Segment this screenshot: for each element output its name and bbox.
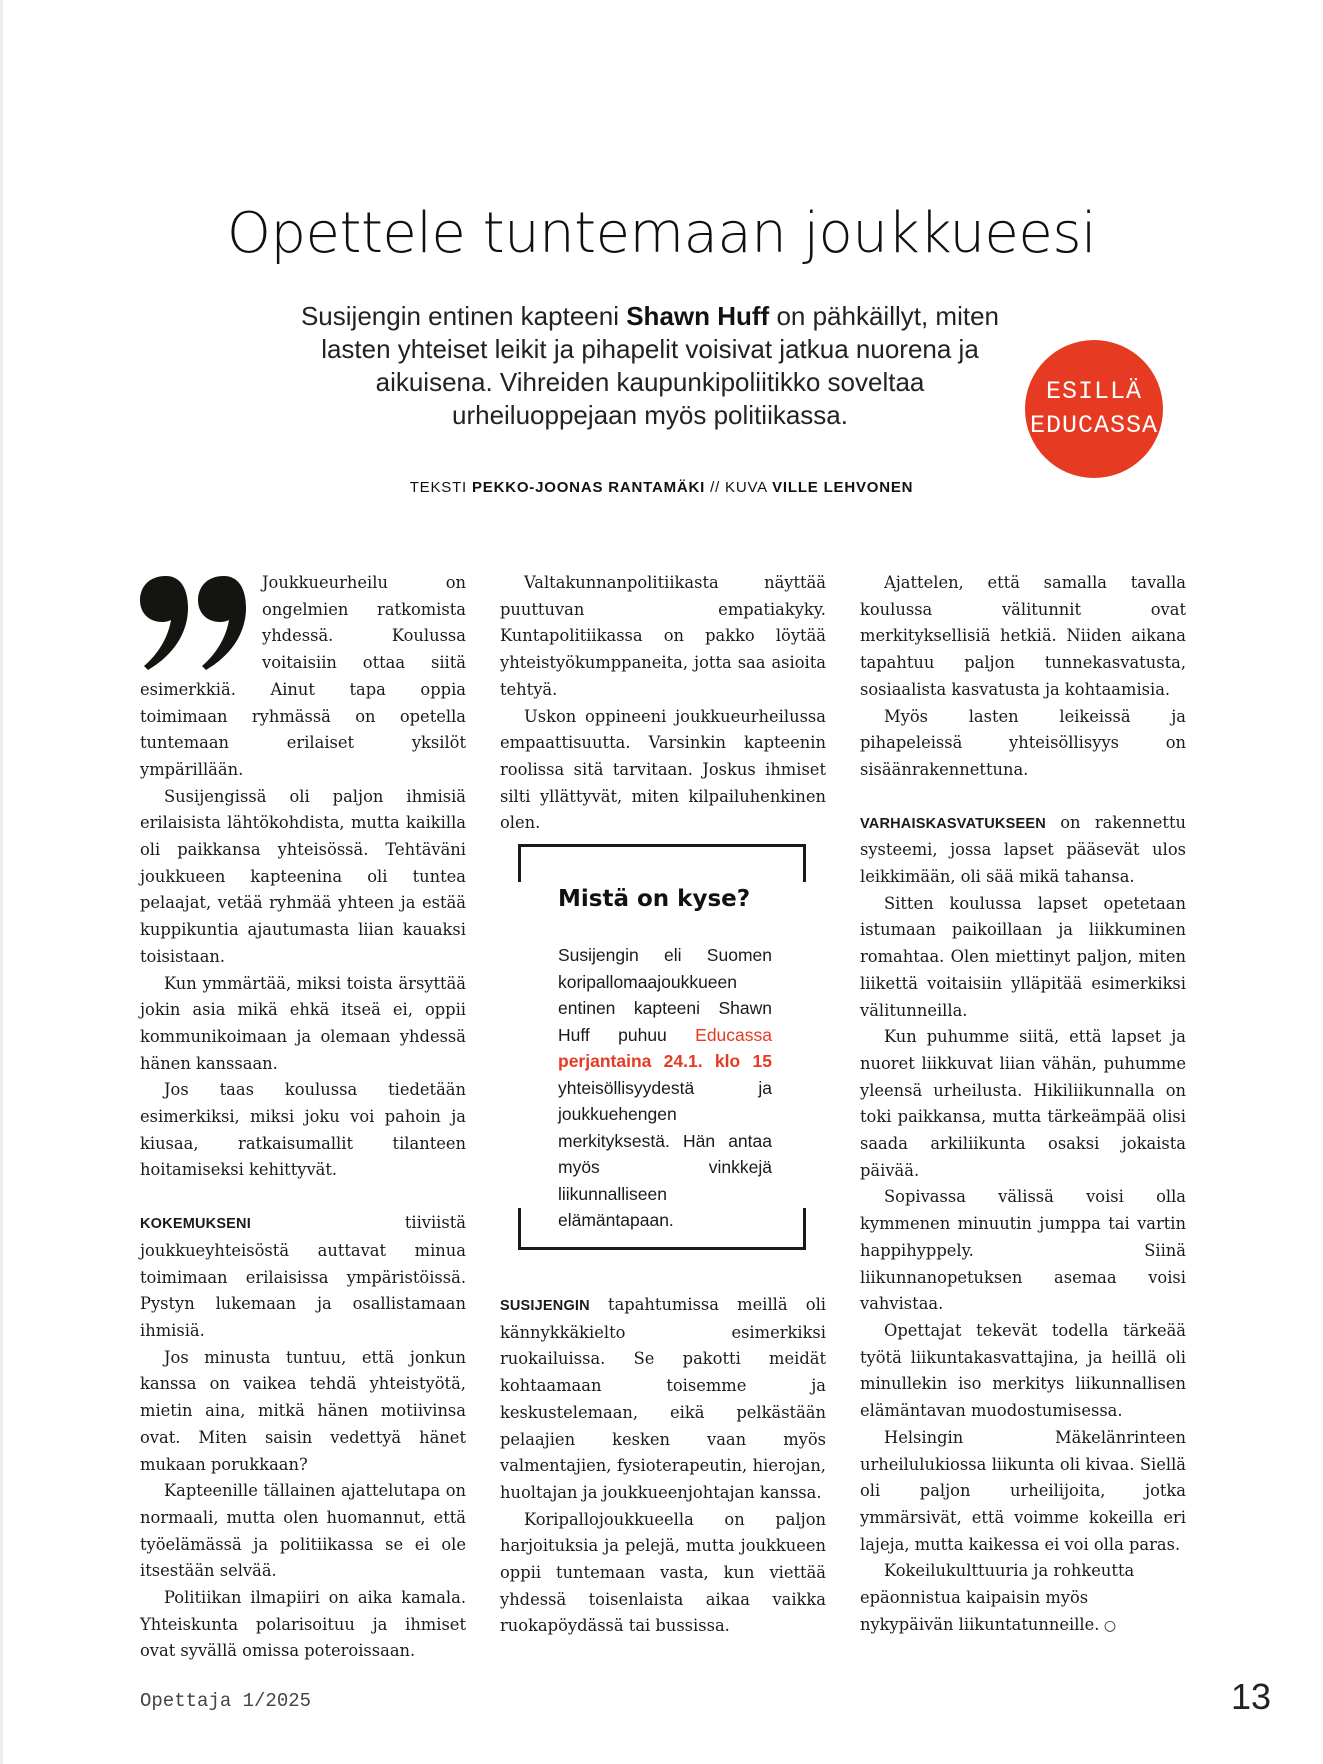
fact-box-text-1: Susijengin eli Suomen koripallomaajoukkueen entinen kapteeni Shawn Huff puhuu: [558, 945, 772, 1045]
byline-author: PEKKO-JOONAS RANTAMÄKI: [471, 479, 706, 496]
fact-box-bottom-border: [518, 1208, 806, 1250]
fact-box-body: [558, 942, 772, 1234]
paragraph: Kun puhumme siitä, että lapset ja nuoret liikkuvat liian vähän, puhumme yleensä urheilusta. Hikiliikunnalla on toki paikkansa, mutta tärkeämpää olisi saada arkiliikunta osaksi jokaista päivää.: [860, 1027, 1186, 1180]
paragraph: Ajattelen, että samalla tavalla koulussa välitunnit ovat merkityksellisiä hetkiä. Niiden aikana tapahtuu paljon tunnekasvatusta, sosiaalista kasvatusta ja kohtaamisia.: [860, 573, 1186, 699]
section-lead-in: VARHAISKASVATUKSEEN: [860, 815, 1046, 832]
page-edge: [0, 0, 3, 1764]
byline-text-label: TEKSTI: [409, 479, 472, 496]
paragraph: [500, 1292, 826, 1507]
byline-photographer: VILLE LEHVONEN: [772, 479, 914, 496]
paragraph-text: on rakennettu systeemi, jossa lapset pääsevät ulos leikkimään, oli sää mikä tahansa.: [860, 812, 1186, 887]
fact-box-title: Mistä on kyse?: [558, 886, 751, 912]
event-time: perjantaina 24.1. klo 15: [558, 1051, 772, 1071]
article-column-2-continued: [500, 1292, 826, 1640]
paragraph: Jos minusta tuntuu, että jonkun kanssa on vaikea tehdä yhteistyötä, mietin aina, mitkä hänen motiivinsa ovat. Miten saisin vedettyä hänet mukaan porukkaan?: [140, 1347, 466, 1474]
lead-name: Shawn Huff: [626, 301, 770, 331]
paragraph-text: tapahtumissa meillä oli kännykkäkielto esimerkiksi ruokailuissa. Se pakotti meidät kohtaamaan toisemme ja keskustelemaan, eikä pelkästään pelaajien kesken vaan myös valmentajien, fysioterapeutin, hierojan, huoltajan ja joukkueenjohtajan kanssa.: [500, 1295, 826, 1502]
article-title: Opettele tuntemaan joukkueesi: [226, 201, 1097, 266]
badge-line-2: EDUCASSA: [1029, 411, 1159, 440]
closing-quote-icon: [136, 572, 250, 672]
paragraph: Kun ymmärtää, miksi toista ärsyttää jokin asia mikä ehkä itseä ei, oppii kommunikoimaan ja olemaan yhdessä hänen kanssaan.: [140, 973, 466, 1073]
paragraph-text: Kokeilukulttuuria ja rohkeutta epäonnistua kaipaisin myös nykypäivän liikuntatunneille.: [860, 1561, 1135, 1634]
paragraph-text: tiiviistä joukkueyhteisöstä auttavat minua toimimaan erilaisissa ympäristöissä. Pystyn lukemaan ja osallistamaan ihmisiä.: [140, 1213, 466, 1340]
section-lead-in: KOKEMUKSENI: [140, 1216, 251, 1233]
byline: [0, 479, 1323, 496]
fact-box-text-2: yhteisöllisyydestä ja joukkuehengen merkityksestä. Hän antaa myös vinkkejä liikunnalliseen elämäntapaan.: [558, 1077, 772, 1230]
section-lead-in: SUSIJENGIN: [500, 1298, 590, 1314]
paragraph: Jos taas koulussa tiedetään esimerkiksi, miksi joku voi pahoin ja kiusaa, ratkaisumallit tilanteen hoitamiseksi kehittyvät.: [140, 1080, 466, 1180]
article-column-3: [860, 570, 1186, 1639]
paragraph: Joukkueurheilu on ongelmien ratkomista yhdessä. Koulussa voitaisiin ottaa siitä esimerkkiä. Ainut tapa oppia toimimaan ryhmässä on opetella tuntemaan erilaiset yksilöt ympärillään.: [140, 573, 466, 779]
paragraph: Politiikan ilmapiiri on aika kamala. Yhteiskunta polarisoituu ja ihmiset ovat syvällä omissa poteroissaan.: [140, 1588, 466, 1661]
byline-separator: //: [705, 479, 726, 496]
article-column-2: [500, 570, 826, 837]
paragraph: Kapteenille tällainen ajattelutapa on normaali, mutta olen huomannut, että työelämässä ja politiikassa se ei ole itsestään selvää.: [140, 1481, 466, 1581]
article-lead: [300, 300, 1000, 432]
end-mark-icon: ○: [1099, 1617, 1117, 1634]
paragraph: [860, 810, 1186, 891]
badge-line-1: ESILLÄ: [1045, 377, 1142, 406]
event-place: Educassa: [695, 1024, 772, 1045]
byline-photo-label: KUVA: [725, 479, 773, 496]
paragraph: Koripallojoukkueella on paljon harjoituksia ja pelejä, mutta joukkueen oppii tuntemaan vasta, kun viettää yhdessä toisenlaista aikaa vaikka ruokapöydässä tai bussissa.: [500, 1509, 826, 1636]
fact-box-top-border: [518, 844, 806, 882]
paragraph: Sitten koulussa lapset opetetaan istumaan paikoillaan ja liikkuminen romahtaa. Olen miettinyt paljon, miten liikettä voitaisiin ylläpitää esimerkiksi välitunneilla.: [860, 893, 1186, 1020]
lead-text-1: Susijengin entinen kapteeni: [300, 301, 627, 331]
paragraph: Myös lasten leikeissä ja pihapeleissä yhteisöllisyys on sisäänrakennettuna.: [860, 706, 1186, 779]
fact-box: [518, 844, 806, 1250]
paragraph: [140, 1210, 466, 1345]
lead-text-2: on pähkäillyt, miten lasten yhteiset leikit ja pihapelit voisivat jatkua nuorena ja aikuisena. Vihreiden kaupunkipoliitikko soveltaa urheiluoppejaan myös politiikassa.: [321, 301, 1000, 430]
page-number: 13: [1230, 1676, 1271, 1717]
paragraph: Helsingin Mäkelänrinteen urheilulukiossa liikunta oli kivaa. Siellä oli paljon urheilijoita, jotka ymmärsivät, että voimme kokeilla eri lajeja, mutta kaikessa ei voi olla paras.: [860, 1427, 1186, 1554]
paragraph: Sopivassa välissä voisi olla kymmenen minuutin jumppa tai vartin happihyppely. Siinä liikunnanopetuksen asemaa voisi vahvistaa.: [860, 1187, 1186, 1314]
paragraph: [860, 1558, 1186, 1639]
paragraph: Susijengissä oli paljon ihmisiä erilaisista lähtökohdista, mutta kaikilla oli paikkansa yhteisössä. Tehtäväni joukkueen kapteenina oli tuntea pelaajat, vetää ryhmää yhteen ja estää kuppikuntia ajautumasta liian kauaksi toisistaan.: [140, 786, 466, 966]
paragraph: Uskon oppineeni joukkueurheilussa empaattisuutta. Varsinkin kapteenin roolissa sitä tarvitaan. Joskus ihmiset silti yllättyvät, miten kilpailuhenkinen olen.: [500, 706, 826, 833]
publication-footer: Opettaja 1/2025: [140, 1690, 312, 1712]
event-badge: [1025, 340, 1163, 478]
paragraph: Opettajat tekevät todella tärkeää työtä liikuntakasvattajina, ja heillä oli minullekin iso merkitys liikunnallisen elämäntavan muodostumisessa.: [860, 1320, 1186, 1421]
article-column-1: [140, 570, 466, 1665]
paragraph: Valtakunnanpolitiikasta näyttää puuttuvan empatiakyky. Kuntapolitiikassa on pakko löytää yhteistyökumppaneita, jotta saa asioita tehtyä.: [500, 573, 826, 699]
